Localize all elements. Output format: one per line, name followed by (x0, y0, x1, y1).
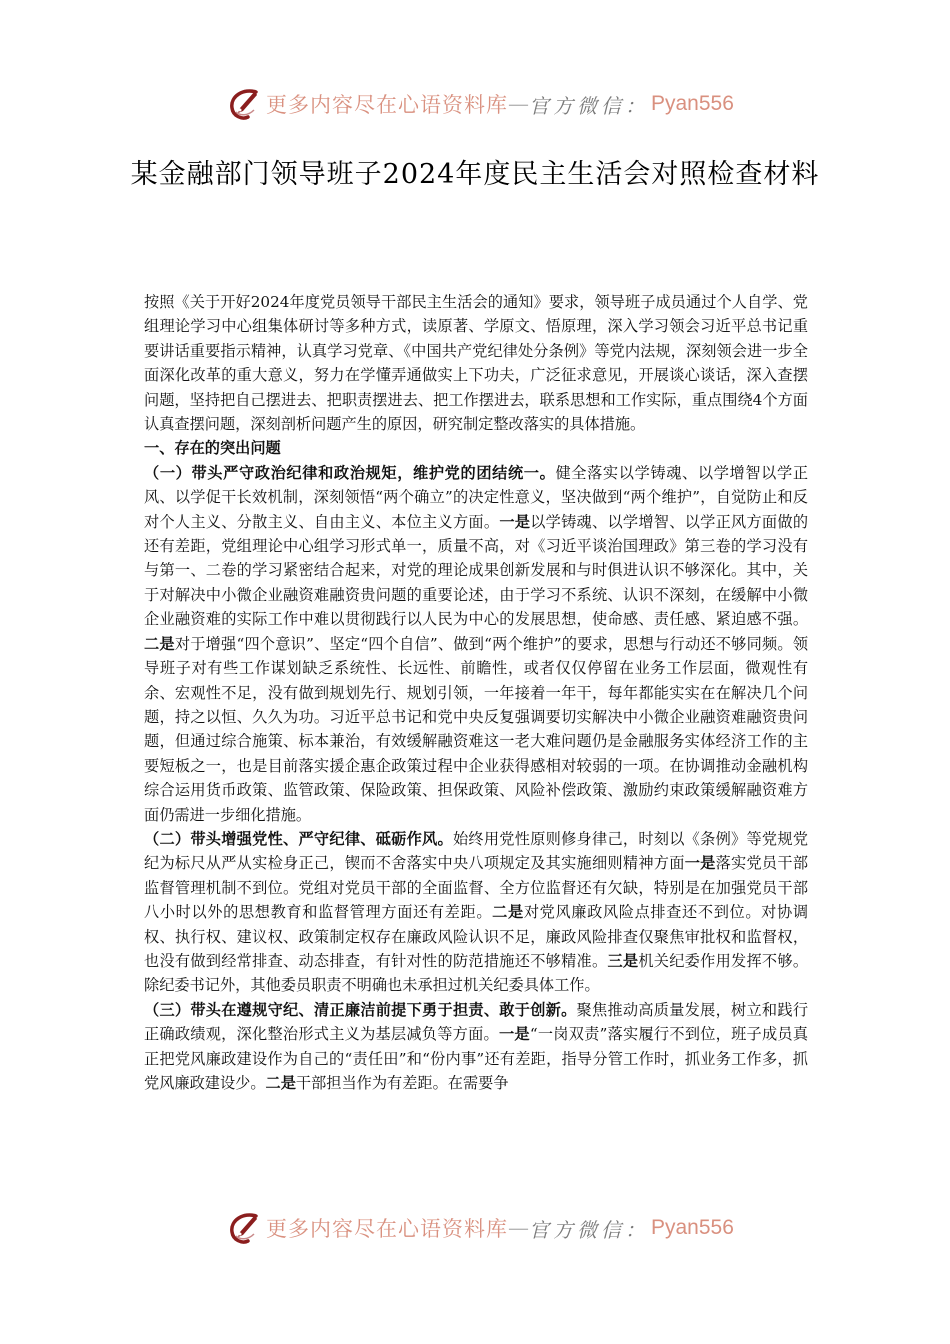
subsection-2-text: 始终用党性原则修身律己，时刻以《条例》等党规党纪为标尺从严从实检身正己，锲而不舍落实中央八项规定及其实施细则精神方面 (144, 829, 809, 873)
subsection-1-heading: （一）带头严守政治纪律和政治规矩，维护党的团结统一。 (144, 463, 556, 482)
section-heading: 一、存在的突出问题 (144, 439, 281, 458)
document-title: 某金融部门领导班子2024年度民主生活会对照检查材料 (130, 159, 820, 190)
point-marker: 一是 (684, 854, 716, 873)
subsection-1-text: 以学铸魂、以学增智、以学正风方面做的还有差距，党组理论中心组学习形式单一，质量不高，对《习近平谈治国理政》第三卷的学习没有与第一、二卷的学习紧密结合起来，对党的理论成果创新发展和与时俱进认识不够深化。其中，关于对解决中小微企业融资难融资贵问题的重要论述，由于学习不系统、认识不深刻，在缓解中小微企业融资难的实际工作中难以贯彻践行以人民为中心的发展思想，使命感、责任感、紧迫感不强。 (144, 512, 809, 629)
footer-banner (226, 1208, 734, 1248)
banner-wechat-label: 官方微信： (529, 1217, 649, 1242)
subsection-2 (144, 827, 808, 998)
subsection-3-text: “一岗双责”落实履行不到位，班子成员真正把党风廉政建设作为自己的“责任田”和“份内事”还有差距，指导分管工作时，抓业务工作多，抓党风廉政建设少。 (144, 1025, 809, 1092)
subsection-3-text: 干部担当作为有差距。在需要争 (295, 1074, 509, 1092)
banner-wechat-id: Pyan556 (651, 92, 734, 115)
subsection-1-text: 健全落实以学铸魂、以学增智以学正风、以学促干长效机制，深刻领悟“两个确立”的决定性意义，坚决做到“两个维护”，自觉防止和反对个人主义、分散主义、自由主义、本位主义方面。 (144, 463, 809, 531)
header-banner (226, 84, 734, 124)
point-marker: 二是 (144, 634, 175, 653)
banner-dash: — (508, 92, 529, 116)
subsection-2-text: 机关纪委作用发挥不够。除纪委书记外，其他委员职责不明确也未承担过机关纪委具体工作。 (144, 951, 809, 995)
banner-dash: — (508, 1216, 529, 1240)
subsection-3-heading: （三）带头在遵规守纪、清正廉洁前提下勇于担责、敢于创新。 (144, 1000, 577, 1019)
quill-pen-logo-icon (226, 1210, 262, 1246)
point-marker: 二是 (492, 903, 524, 922)
banner-wechat-label: 官方微信： (529, 93, 649, 118)
point-marker: 一是 (498, 1025, 530, 1044)
intro-text: 按照《关于开好2024年度党员领导干部民主生活会的通知》要求，领导班子成员通过个人自学、党组理论学习中心组集体研讨等多种方式，读原著、学原文、悟原理，深入学习领会习近平总书记重要讲话重要指示精神，认真学习党章、《中国共产党纪律处分条例》等党内法规，深刻领会进一步全面深化改革的重大意义，努力在学懂弄通做实上下功夫，广泛征求意见，开展谈心谈话，深入查摆问题，坚持把自己摆进去、把职责摆进去、把工作摆进去，联系思想和工作实际，重点围绕4个方面认真查摆问题，深刻剖析问题产生的原因，研究制定整改落实的具体措施。 (144, 293, 808, 434)
subsection-3 (144, 998, 808, 1096)
subsection-1 (144, 461, 808, 827)
subsection-2-text: 落实党员干部监督管理机制不到位。党组对党员干部的全面监督、全方位监督还有欠缺，特别是在加强党员干部八小时以外的思想教育和监督管理方面还有差距。 (144, 854, 809, 922)
subsection-2-heading: （二）带头增强党性、严守纪律、砥砺作风。 (144, 829, 453, 848)
subsection-3-text: 聚焦推动高质量发展，树立和践行正确政绩观，深化整治形式主义为基层减负等方面。 (144, 1000, 809, 1044)
intro-paragraph (144, 290, 808, 436)
document-body (144, 290, 808, 1095)
subsection-2-text: 对党风廉政风险点排查还不到位。对协调权、执行权、建议权、政策制定权存在廉政风险认识不足，廉政风险排查仅聚焦审批权和监督权，也没有做到经常排查、动态排查，有针对性的防范措施还不够精准。 (144, 903, 809, 970)
quill-pen-logo-icon (226, 86, 262, 122)
banner-wechat-id: Pyan556 (651, 1216, 734, 1239)
banner-text: 更多内容尽在心语资料库 (266, 1217, 508, 1241)
banner-text: 更多内容尽在心语资料库 (266, 93, 508, 117)
point-marker: 一是 (499, 512, 531, 531)
subsection-1-text: 对于增强“四个意识”、坚定“四个自信”、做到“两个维护”的要求，思想与行动还不够同频。领导班子对有些工作谋划缺乏系统性、长远性、前瞻性，或者仅仅停留在业务工作层面，微观性有余、宏观性不足，没有做到规划先行、规划引领，一年接着一年干，每年都能实实在在解决几个问题，持之以恒、久久为功。习近平总书记和党中央反复强调要切实解决中小微企业融资难融资贵问题，但通过综合施策、标本兼治，有效缓解融资难这一老大难问题仍是金融服务实体经济工作的主要短板之一，也是目前落实援企惠企政策过程中企业获得感相对较弱的一项。在协调推动金融机构综合运用货币政策、监管政策、保险政策、担保政策、风险补偿政策、激励约束政策缓解融资难方面仍需进一步细化措施。 (144, 634, 809, 824)
point-marker: 二是 (265, 1074, 296, 1092)
point-marker: 三是 (607, 951, 639, 970)
